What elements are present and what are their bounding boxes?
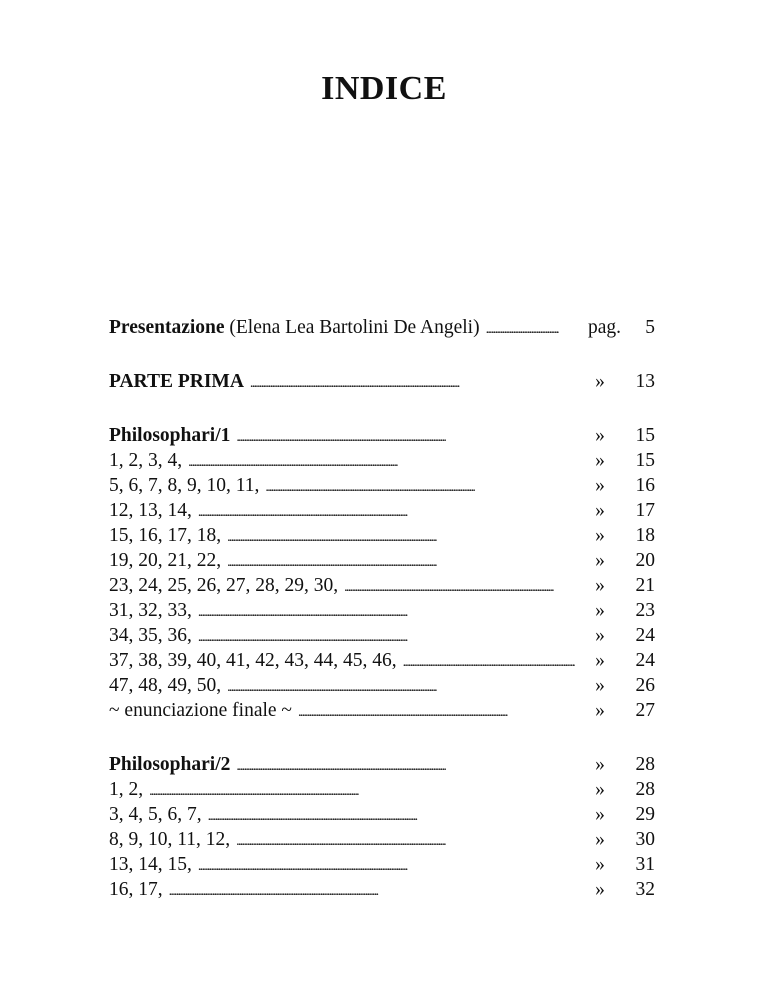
toc-entry-presentazione <box>109 315 655 340</box>
toc-entry-label: 15, 16, 17, 18, <box>109 525 222 546</box>
page-marker: » <box>595 675 605 696</box>
page-marker: » <box>595 550 605 571</box>
toc-entry-label: 31, 32, 33, <box>109 600 192 621</box>
page-number: 15 <box>635 425 655 446</box>
dot-leader <box>149 777 575 804</box>
toc-entry <box>109 473 655 498</box>
toc-entry-label: 12, 13, 14, <box>109 500 192 521</box>
dot-leader <box>486 315 559 342</box>
page-marker: » <box>595 700 605 721</box>
page-number: 5 <box>645 317 655 338</box>
toc-entry-label: 1, 2, 3, 4, <box>109 450 183 471</box>
dot-leader <box>198 852 575 879</box>
toc-entry <box>109 598 655 623</box>
toc-section-heading-philosophari-1 <box>109 423 655 448</box>
dot-leader <box>208 802 575 829</box>
page-number: 18 <box>635 525 655 546</box>
dot-leader <box>236 827 575 854</box>
page-number: 28 <box>635 779 655 800</box>
toc-entry <box>109 802 655 827</box>
toc-entry-label: 1, 2, <box>109 779 144 800</box>
page-marker: » <box>595 854 605 875</box>
toc-entry <box>109 877 655 902</box>
dot-leader <box>236 752 575 779</box>
toc-entry <box>109 852 655 877</box>
dot-leader <box>198 623 575 650</box>
page-number: 13 <box>635 371 655 392</box>
page-marker: » <box>595 804 605 825</box>
page-number: 24 <box>635 650 655 671</box>
dot-leader <box>169 877 575 904</box>
toc-entry <box>109 698 655 723</box>
page-marker: » <box>595 754 605 775</box>
dot-leader <box>250 369 575 396</box>
page-number: 26 <box>635 675 655 696</box>
page-marker: » <box>595 475 605 496</box>
table-of-contents <box>109 315 655 902</box>
page-number: 24 <box>635 625 655 646</box>
page-title: INDICE <box>321 70 447 107</box>
toc-entry-label: 3, 4, 5, 6, 7, <box>109 804 202 825</box>
dot-leader <box>198 598 575 625</box>
toc-section-2-entries <box>109 777 655 902</box>
toc-entry-label: 8, 9, 10, 11, 12, <box>109 829 231 850</box>
toc-entry-label: Philosophari/2 <box>109 754 231 775</box>
toc-entry <box>109 827 655 852</box>
toc-section-heading-philosophari-2 <box>109 752 655 777</box>
toc-section-1-entries <box>109 448 655 723</box>
toc-entry-label: 37, 38, 39, 40, 41, 42, 43, 44, 45, 46, <box>109 650 397 671</box>
page-marker: » <box>595 371 605 392</box>
dot-leader <box>227 673 575 700</box>
page-number: 23 <box>635 600 655 621</box>
dot-leader <box>198 498 575 525</box>
toc-entry <box>109 523 655 548</box>
toc-entry-label: 13, 14, 15, <box>109 854 192 875</box>
page-marker: » <box>595 879 605 900</box>
page-number: 21 <box>635 575 655 596</box>
toc-entry <box>109 498 655 523</box>
toc-entry-label: ~ enunciazione finale ~ <box>109 700 292 721</box>
page-marker: » <box>595 779 605 800</box>
toc-entry <box>109 448 655 473</box>
dot-leader <box>403 648 575 675</box>
dot-leader <box>236 423 575 450</box>
toc-entry-label: 5, 6, 7, 8, 9, 10, 11, <box>109 475 260 496</box>
dot-leader <box>298 698 575 725</box>
page-number: 27 <box>635 700 655 721</box>
dot-leader <box>344 573 575 600</box>
toc-entry <box>109 648 655 673</box>
toc-entry-label: 23, 24, 25, 26, 27, 28, 29, 30, <box>109 575 339 596</box>
toc-entry <box>109 777 655 802</box>
toc-entry-label: 34, 35, 36, <box>109 625 192 646</box>
page-number: 16 <box>635 475 655 496</box>
toc-entry-label: Presentazione (Elena Lea Bartolini De Angeli) <box>109 317 480 338</box>
page-number: 30 <box>635 829 655 850</box>
toc-entry <box>109 623 655 648</box>
toc-entry-label: PARTE PRIMA <box>109 371 244 392</box>
page-number: 28 <box>635 754 655 775</box>
page-marker: » <box>595 600 605 621</box>
toc-entry <box>109 548 655 573</box>
page-marker: » <box>595 650 605 671</box>
dot-leader <box>227 523 575 550</box>
page-marker: » <box>595 829 605 850</box>
dot-leader <box>265 473 575 500</box>
page-marker: » <box>595 625 605 646</box>
page-number: 32 <box>635 879 655 900</box>
page-marker: » <box>595 450 605 471</box>
toc-entry-label: Philosophari/1 <box>109 425 231 446</box>
page-marker: pag. <box>587 317 621 338</box>
page-number: 29 <box>635 804 655 825</box>
dot-leader <box>188 448 575 475</box>
toc-entry-label: 19, 20, 21, 22, <box>109 550 222 571</box>
page-marker: » <box>595 525 605 546</box>
dot-leader <box>227 548 575 575</box>
page-number: 31 <box>635 854 655 875</box>
toc-entry-label: 16, 17, <box>109 879 163 900</box>
page-marker: » <box>595 500 605 521</box>
page-number: 17 <box>635 500 655 521</box>
toc-entry <box>109 573 655 598</box>
toc-entry <box>109 673 655 698</box>
page-number: 20 <box>635 550 655 571</box>
page-marker: » <box>595 575 605 596</box>
page-marker: » <box>595 425 605 446</box>
page-number: 15 <box>635 450 655 471</box>
toc-entry-label: 47, 48, 49, 50, <box>109 675 222 696</box>
toc-entry-parte-prima <box>109 369 655 394</box>
